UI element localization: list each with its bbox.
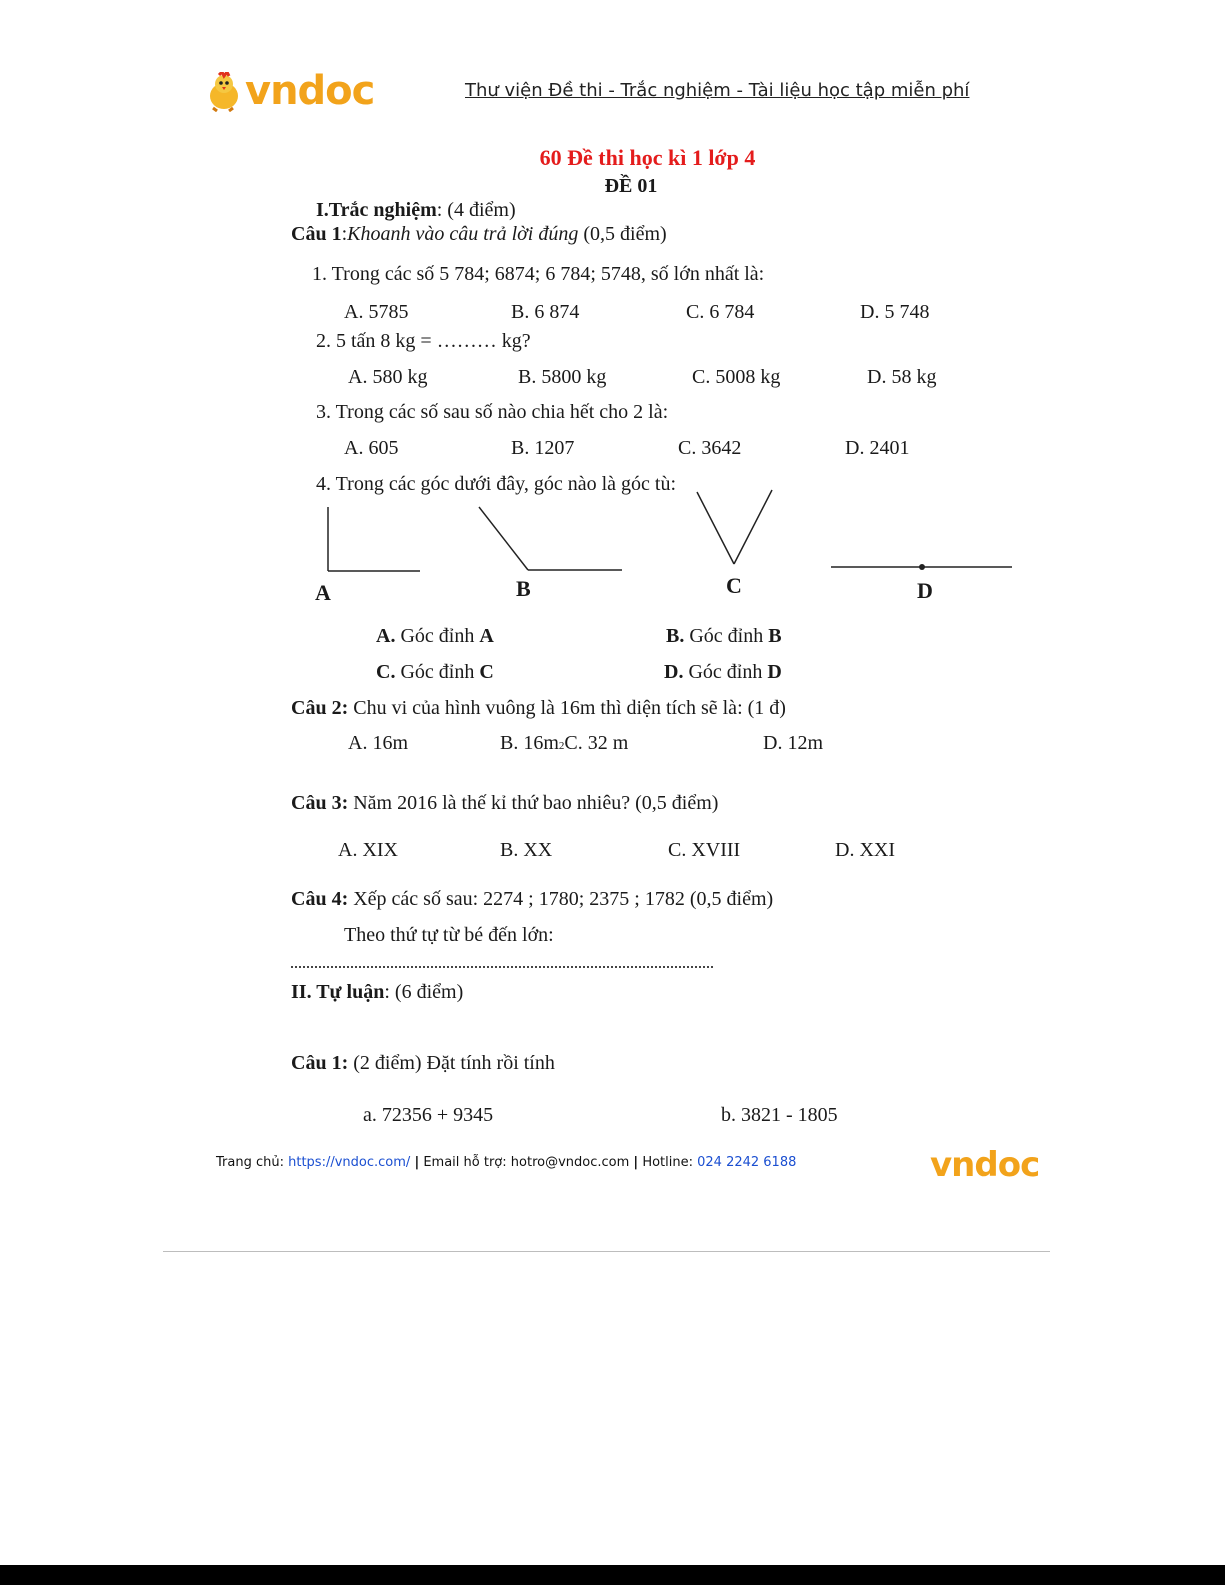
- bottom-bar: [0, 1565, 1225, 1585]
- angle-label-b: B: [516, 576, 531, 601]
- q4-heading: Câu 4: Xếp các số sau: 2274 ; 1780; 2375 ; 1782 (0,5 điểm): [291, 888, 774, 910]
- q4-line2: Theo thứ tự từ bé đến lớn:: [344, 924, 554, 946]
- q1-4-answer-a[interactable]: A. Góc đỉnh A: [376, 625, 494, 647]
- q3-option-a[interactable]: A. XIX: [338, 839, 398, 861]
- q1-1-text: 1. Trong các số 5 784; 6874; 6 784; 5748, số lớn nhất là:: [312, 263, 765, 285]
- q2-heading: Câu 2: Chu vi của hình vuông là 16m thì diện tích sẽ là: (1 đ): [291, 697, 786, 719]
- q3-option-d[interactable]: D. XXI: [835, 839, 895, 861]
- q1-2-option-c[interactable]: C. 5008 kg: [692, 366, 781, 388]
- footer-email-link[interactable]: hotro@vndoc.com: [510, 1155, 630, 1170]
- footer-contact: Trang chủ: https://vndoc.com/ | Email hỗ trợ: hotro@vndoc.com | Hotline: 024 2242 6188: [216, 1155, 797, 1170]
- q1-3-text: 3. Trong các số sau số nào chia hết cho 2 là:: [316, 401, 669, 423]
- q1-2-option-d[interactable]: D. 58 kg: [867, 366, 937, 388]
- angle-label-c: C: [726, 573, 742, 598]
- part1-label: I.Trắc nghiệm: [316, 199, 437, 221]
- q1-2-option-b[interactable]: B. 5800 kg: [518, 366, 607, 388]
- q1-1-option-a[interactable]: A. 5785: [344, 301, 409, 323]
- angle-label-d: D: [917, 578, 933, 603]
- page-title: 60 Đề thi học kì 1 lớp 4: [539, 145, 756, 170]
- q3-option-b[interactable]: B. XX: [500, 839, 553, 861]
- q3-option-c[interactable]: C. XVIII: [668, 839, 741, 861]
- essay1-heading: Câu 1: (2 điểm) Đặt tính rồi tính: [291, 1052, 555, 1074]
- q1-1-option-b[interactable]: B. 6 874: [511, 301, 580, 323]
- q1-4-answer-c[interactable]: C. Góc đỉnh C: [376, 661, 494, 683]
- q1-label: Câu 1: [291, 223, 342, 245]
- logo-text: vndoc: [245, 68, 375, 114]
- q1-3-option-b[interactable]: B. 1207: [511, 437, 575, 459]
- header-tagline-link[interactable]: Thư viện Đề thi - Trắc nghiệm - Tài liệu học tập miễn phí: [465, 80, 970, 101]
- angle-a-shape: [328, 507, 420, 571]
- q1-2-option-a[interactable]: A. 580 kg: [348, 366, 428, 388]
- angles-figure: [0, 0, 1225, 620]
- q3-text: Năm 2016 là thế kỉ thứ bao nhiêu? (0,5 điểm): [353, 792, 719, 814]
- footer-hotline[interactable]: 024 2242 6188: [697, 1155, 797, 1170]
- q1-3-option-d[interactable]: D. 2401: [845, 437, 910, 459]
- q1-4-text: 4. Trong các góc dưới đây, góc nào là góc tù:: [316, 473, 677, 495]
- angle-label-a: A: [315, 580, 331, 605]
- q1-4-answer-d[interactable]: D. Góc đỉnh D: [664, 661, 782, 683]
- q2-text: Chu vi của hình vuông là 16m thì diện tích sẽ là: (1 đ): [353, 697, 786, 719]
- essay1-text: (2 điểm) Đặt tính rồi tính: [353, 1052, 555, 1074]
- q3-heading: Câu 3: Năm 2016 là thế kỉ thứ bao nhiêu? (0,5 điểm): [291, 792, 719, 814]
- angle-d-shape: [831, 564, 1012, 570]
- q2-option-a[interactable]: A. 16m: [348, 732, 408, 754]
- q1-2-text: 2. 5 tấn 8 kg = ……… kg?: [316, 330, 531, 352]
- q2-option-b[interactable]: B. 16m2C. 32 m: [500, 732, 629, 754]
- part1-points: : (4 điểm): [436, 199, 516, 221]
- q4-text: Xếp các số sau: 2274 ; 1780; 2375 ; 1782 (0,5 điểm): [353, 888, 774, 910]
- part2-heading: II. Tự luận: (6 điểm): [291, 981, 464, 1003]
- answer-dotted-line[interactable]: [291, 966, 713, 968]
- footer-home-link[interactable]: https://vndoc.com/: [288, 1155, 411, 1170]
- essay1-part-b: b. 3821 - 1805: [721, 1104, 838, 1126]
- q1-3-option-a[interactable]: A. 605: [344, 437, 399, 459]
- q2-option-d[interactable]: D. 12m: [763, 732, 823, 754]
- angle-b-shape: [479, 507, 622, 570]
- footer-logo[interactable]: vndoc: [930, 1145, 1040, 1185]
- q1-heading: Câu 1:Khoanh vào câu trả lời đúng (0,5 điểm): [291, 223, 667, 245]
- page-divider: [163, 1251, 1050, 1252]
- q1-instruction: Khoanh vào câu trả lời đúng: [347, 223, 579, 245]
- q1-points: (0,5 điểm): [583, 223, 667, 245]
- angle-c-shape: [697, 490, 772, 564]
- q1-1-option-d[interactable]: D. 5 748: [860, 301, 930, 323]
- q1-4-answer-b[interactable]: B. Góc đỉnh B: [666, 625, 782, 647]
- q1-1-option-c[interactable]: C. 6 784: [686, 301, 755, 323]
- essay1-part-a: a. 72356 + 9345: [363, 1104, 494, 1126]
- q1-3-option-c[interactable]: C. 3642: [678, 437, 742, 459]
- exam-number: ĐỀ 01: [604, 175, 658, 197]
